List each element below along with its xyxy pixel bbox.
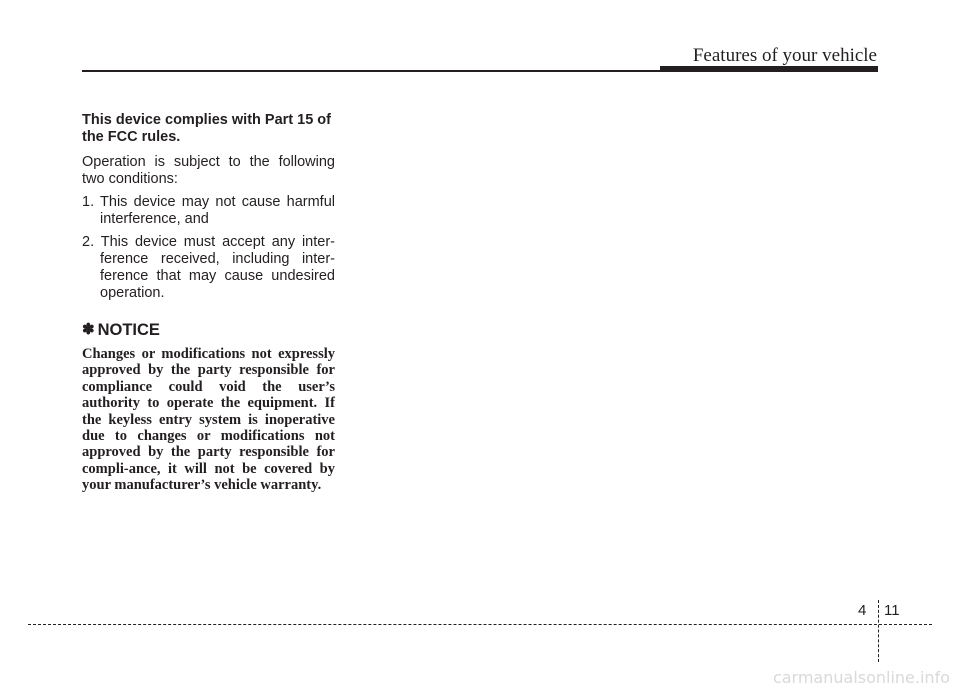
content-column [82,112,335,494]
notice-heading [82,320,335,340]
section-title: Features of your vehicle [692,45,877,66]
watermark: carmanualsonline.info [772,668,950,687]
notice-heading-label: NOTICE [97,321,160,339]
star-icon: ✽ [82,321,95,338]
chapter-number: 4 [858,602,867,619]
condition-item: 2. This device must accept any inter-ference received, including inter-ference that may cause undesired operation. [82,234,335,301]
header-rule-thin [82,70,660,72]
notice-text: Changes or modifications not expressly approved by the party responsible for compliance could void the user’s authority to operate the equipment. If the keyless entry system is inoperative due to changes or modifications not approved by the party responsible for compli-ance, it will not be covered by your manufacturer’s vehicle warranty. [82,346,335,494]
footer-dashed-rule [28,624,932,625]
footer-dashed-separator [878,600,879,662]
fcc-compliance-statement: This device complies with Part 15 of the FCC rules. [82,112,331,145]
page-number: 11 [884,602,900,619]
condition-item: 1. This device may not cause harmful interference, and [82,194,335,227]
header-rule-thick [660,66,878,72]
conditions-list [82,194,335,302]
conditions-intro: Operation is subject to the following two conditions: [82,154,335,187]
